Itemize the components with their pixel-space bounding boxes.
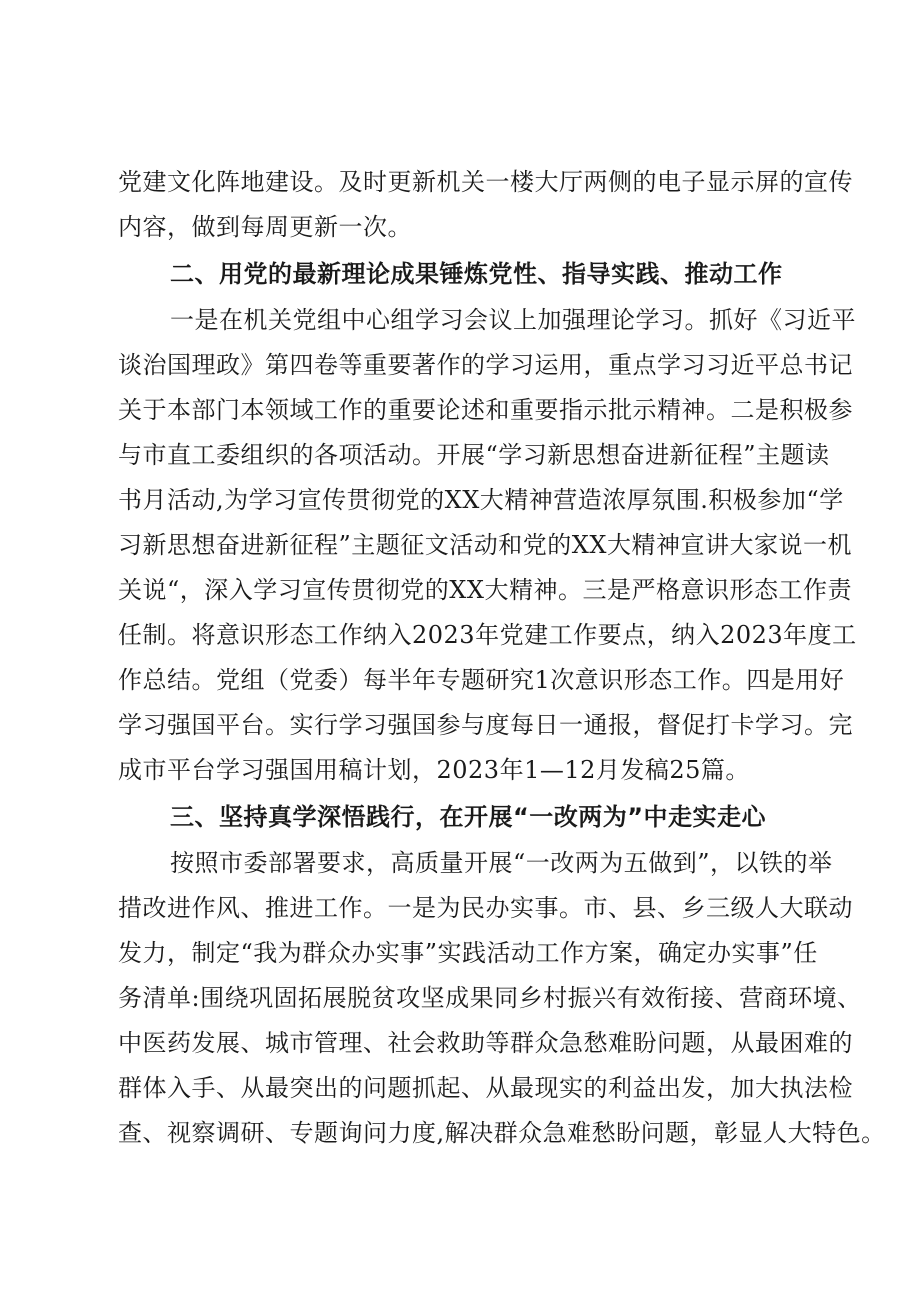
body-text-line: 内容，做到每周更新一次。 — [118, 213, 412, 241]
paragraph-first-line: 一是在机关党组中心组学习会议上加强理论学习。抓好《习近平 — [170, 306, 856, 334]
body-text-line: 谈治国理政》第四卷等重要著作的学习运用，重点学习习近平总书记 — [118, 351, 853, 379]
body-text-line: 发力，制定“我为群众办实事”实践活动工作方案，确定办实事”任 — [118, 939, 818, 967]
body-text-line: 关于本部门本领域工作的重要论述和重要指示批示精神。二是积极参 — [118, 396, 853, 424]
body-text-line: 作总结。党组（党委）每半年专题研究1次意识形态工作。四是用好 — [118, 666, 845, 694]
body-text-line: 党建文化阵地建设。及时更新机关一楼大厅两侧的电子显示屏的宣传 — [118, 168, 853, 196]
body-text-line: 措改进作风、推进工作。一是为民办实事。市、县、乡三级人大联动 — [118, 894, 853, 922]
section-heading-3: 三、坚持真学深悟践行，在开展“一改两为”中走实走心 — [170, 803, 767, 831]
body-text-line: 群体入手、从最突出的问题抓起、从最现实的利益出发，加大执法检 — [118, 1074, 853, 1102]
body-text-line: 中医药发展、城市管理、社会救助等群众急愁难盼问题，从最困难的 — [118, 1029, 853, 1057]
body-text-line: 务清单:围绕巩固拓展脱贫攻坚成果同乡村振兴有效衔接、营商环境、 — [118, 984, 862, 1012]
body-text-line: 查、视察调研、专题询问力度,解决群众急难愁盼问题，彰显人大特色。 — [118, 1119, 886, 1147]
paragraph-first-line: 按照市委部署要求，高质量开展“一改两为五做到”，以铁的举 — [170, 849, 833, 877]
body-text-line: 与市直工委组织的各项活动。开展“学习新思想奋进新征程”主题读 — [118, 441, 830, 469]
body-text-line: 学习强国平台。实行学习强国参与度每日一通报，督促打卡学习。完 — [118, 711, 853, 739]
body-text-line: 成市平台学习强国用稿计划，2023年1—12月发稿25篇。 — [118, 756, 750, 784]
body-text-line: 任制。将意识形态工作纳入2023年党建工作要点，纳入2023年度工 — [118, 621, 857, 649]
body-text-line: 书月活动,为学习宣传贯彻党的XX大精神营造浓厚氛围.积极参加“学 — [118, 486, 844, 514]
section-heading-2: 二、用党的最新理论成果锤炼党性、指导实践、推动工作 — [170, 260, 783, 288]
body-text-line: 习新思想奋进新征程”主题征文活动和党的XX大精神宣讲大家说一机 — [118, 531, 852, 559]
body-text-line: 关说“，深入学习宣传贯彻党的XX大精神。三是严格意识形态工作责 — [118, 576, 852, 604]
